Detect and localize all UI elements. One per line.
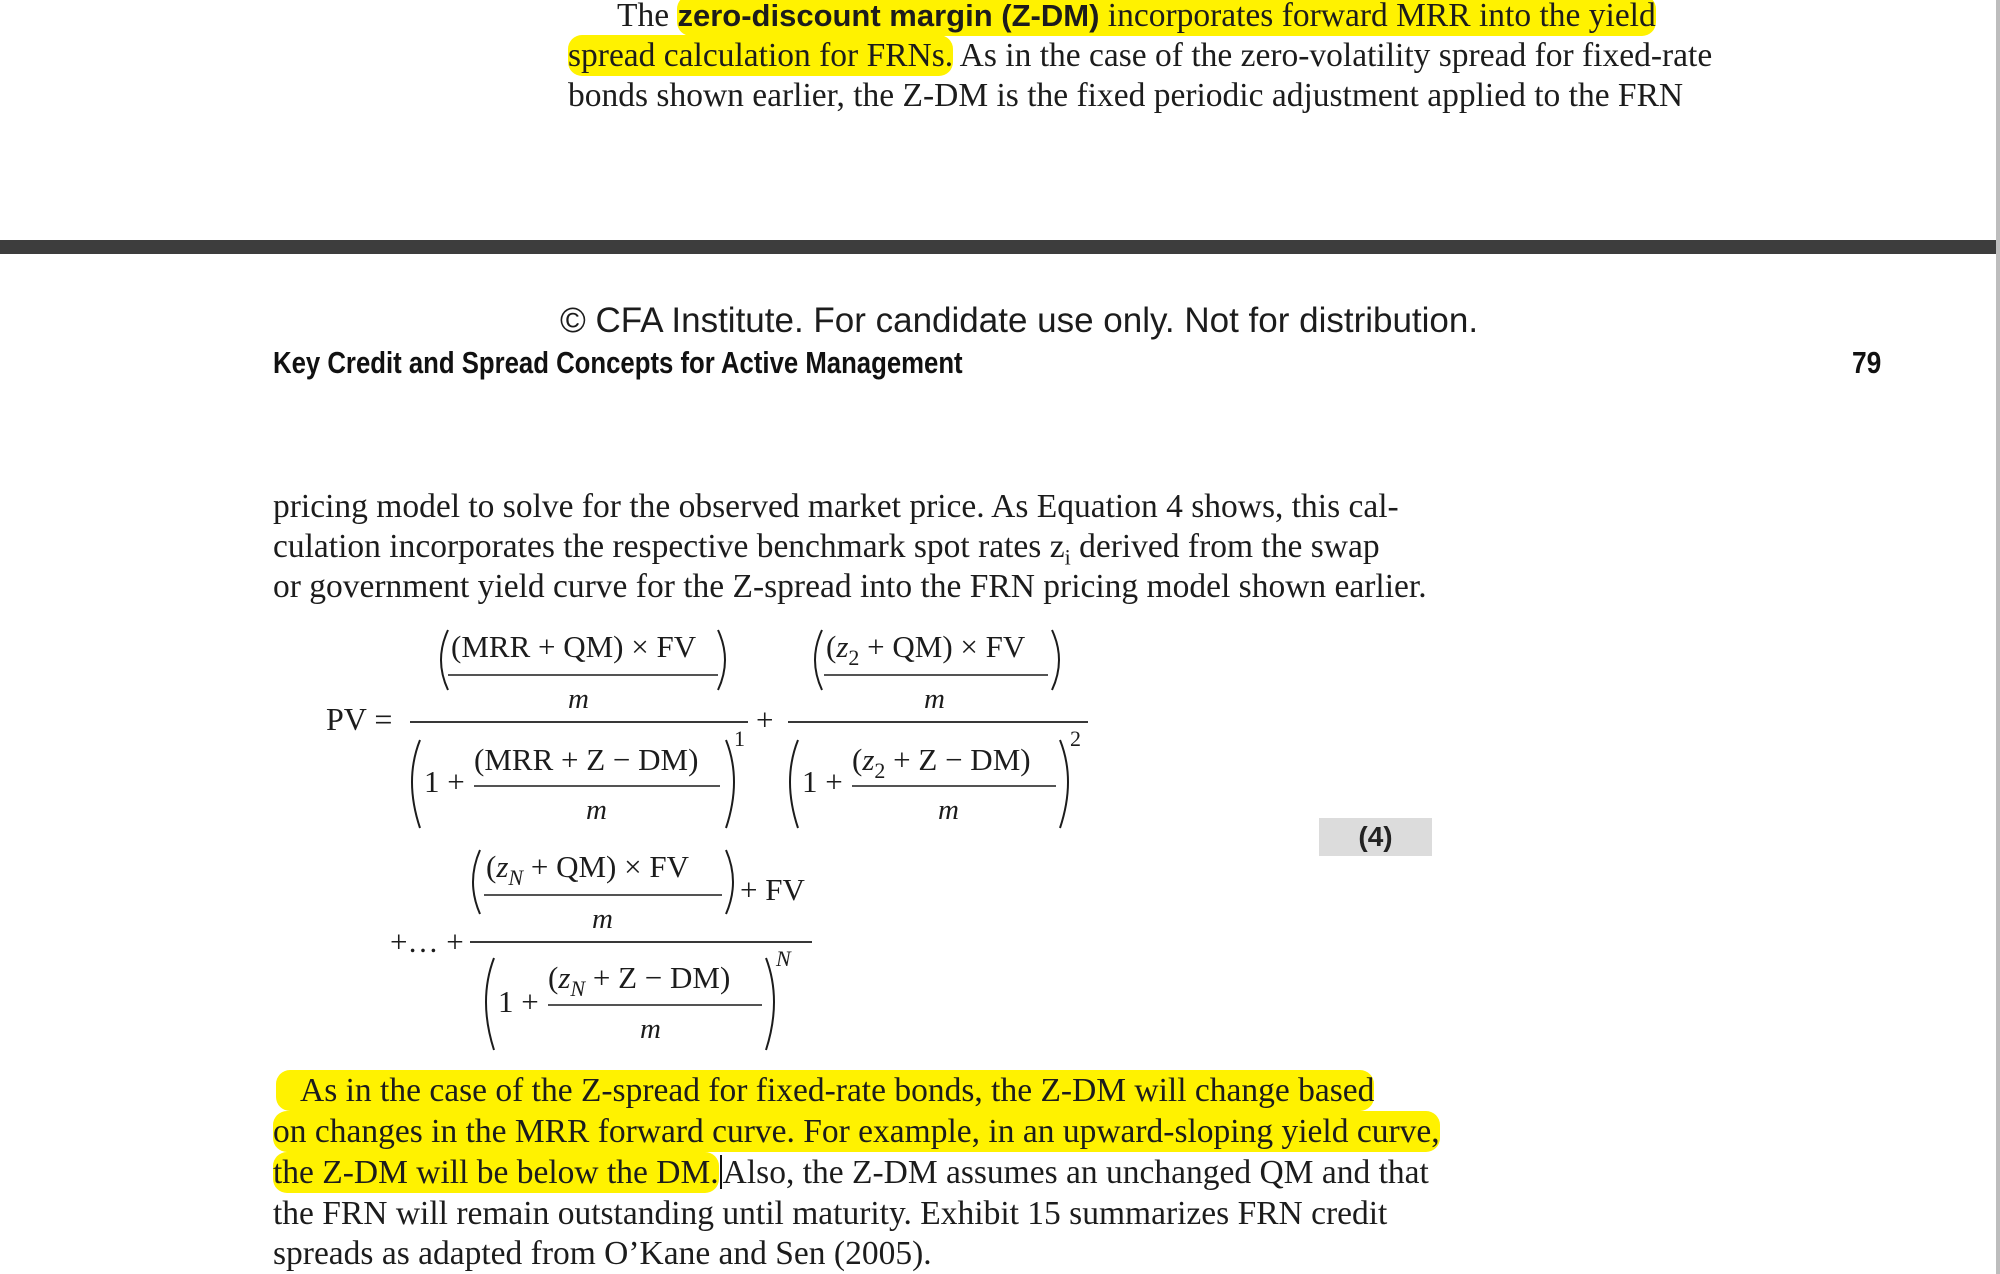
copyright-notice: © CFA Institute. For candidate use only. Not for distribution.	[560, 301, 1479, 340]
paren-right	[718, 630, 725, 690]
z-symbol: z	[496, 849, 509, 884]
term1-denominator-m: m	[586, 794, 607, 826]
paren-left	[790, 740, 798, 828]
z-symbol: z	[836, 629, 849, 664]
term1-exponent: 1	[734, 726, 745, 751]
plus-fv: + FV	[740, 872, 805, 907]
paren-right	[1060, 740, 1068, 828]
para2-line-3: or government yield curve for the Z-spread into the FRN pricing model shown earlier.	[273, 568, 1427, 605]
para3-line-2	[273, 1112, 1440, 1152]
paren-left	[815, 630, 822, 690]
subscript-2: 2	[848, 645, 860, 670]
subscript-i: i	[1064, 544, 1071, 570]
paren-right	[1052, 630, 1059, 690]
top-para-line-2	[568, 36, 1712, 76]
paren-left	[473, 850, 480, 914]
top-para-text: As in the case of the zero-volatility spread for fixed-rate	[953, 37, 1713, 74]
para3-line-5: spreads as adapted from O’Kane and Sen (2005).	[273, 1235, 932, 1272]
paren-left	[412, 740, 420, 828]
termN-denominator-m: m	[640, 1013, 661, 1045]
term2-num-tail: + QM) × FV	[859, 629, 1026, 664]
term2-den-tail: + Z − DM)	[885, 742, 1031, 777]
text-cursor	[720, 1155, 722, 1189]
subscript-2: 2	[874, 758, 886, 783]
paren-right	[766, 958, 774, 1050]
equation-4	[0, 600, 1500, 1060]
term2-numerator: $(z_2 + QM)$ × FV	[826, 629, 1026, 670]
one-plus: 1 +	[802, 764, 843, 799]
z-symbol: z	[862, 742, 875, 777]
termN-numerator-m: m	[592, 903, 613, 935]
para2-text: derived from the swap	[1070, 528, 1380, 565]
term1-denominator: (MRR + Z − DM)	[474, 742, 699, 777]
key-term-zdm: zero-discount margin (Z-DM)	[677, 0, 1100, 33]
viewer-edge	[1996, 0, 2000, 1274]
paren-right	[726, 850, 733, 914]
para3-line-1	[300, 1071, 1374, 1111]
termN-num-tail: + QM) × FV	[523, 849, 689, 884]
plus-sign: +	[756, 702, 774, 737]
term2-denominator-m: m	[938, 794, 959, 826]
term1-numerator: (MRR + QM) × FV	[451, 629, 697, 664]
para2-line-1: pricing model to solve for the observed market price. As Equation 4 shows, this cal-	[273, 488, 1399, 525]
running-head: Key Credit and Spread Concepts for Active Management	[273, 345, 963, 380]
page-divider	[0, 240, 2000, 254]
term1-numerator-m: m	[568, 683, 589, 715]
top-para-line-1	[617, 0, 1656, 36]
subscript-N: N	[570, 976, 586, 1001]
highlight: on changes in the MRR forward curve. For example, in an upward-sloping yield curve,	[273, 1113, 1440, 1150]
subscript-N: N	[508, 865, 524, 890]
top-para-text: incorporates forward MRR into the yield	[1099, 0, 1656, 34]
equation-number: (4)	[1319, 818, 1432, 856]
eq-lhs: PV =	[326, 701, 393, 737]
top-para-line-3: bonds shown earlier, the Z-DM is the fixed periodic adjustment applied to the FRN	[568, 77, 1684, 114]
para3-line-4: the FRN will remain outstanding until maturity. Exhibit 15 summarizes FRN credit	[273, 1195, 1388, 1232]
termN-exponent: N	[776, 946, 791, 971]
paren-right	[726, 740, 734, 828]
page-number: 79	[1852, 345, 1882, 380]
z-symbol: z	[558, 960, 571, 995]
term2-numerator-m: m	[924, 683, 945, 715]
termN-numerator: $(z_N + QM)$ × FV	[486, 849, 689, 890]
para3-text: Also, the Z-DM assumes an unchanged QM and that	[722, 1154, 1429, 1191]
para2-text: culation incorporates the respective benchmark spot rates z	[273, 528, 1065, 565]
term2-denominator: $(z_2 + Z - DM)$	[852, 742, 1031, 783]
one-plus: 1 +	[498, 984, 539, 1019]
termN-den-tail: + Z − DM)	[585, 960, 731, 995]
paren-left	[486, 958, 494, 1050]
ellipsis-plus: +… +	[390, 924, 464, 959]
term2-exponent: 2	[1070, 726, 1081, 751]
one-plus: 1 +	[424, 764, 465, 799]
top-para-text: The	[617, 0, 678, 34]
paren-left	[441, 630, 448, 690]
para3-line-3	[273, 1153, 1429, 1193]
highlight: As in the case of the Z-spread for fixed-rate bonds, the Z-DM will change based	[276, 1070, 1374, 1111]
highlight: the Z-DM will be below the DM.	[273, 1154, 719, 1191]
highlight: spread calculation for FRNs.	[568, 37, 954, 74]
termN-denominator: $(z_N + Z - DM)$	[548, 960, 731, 1001]
